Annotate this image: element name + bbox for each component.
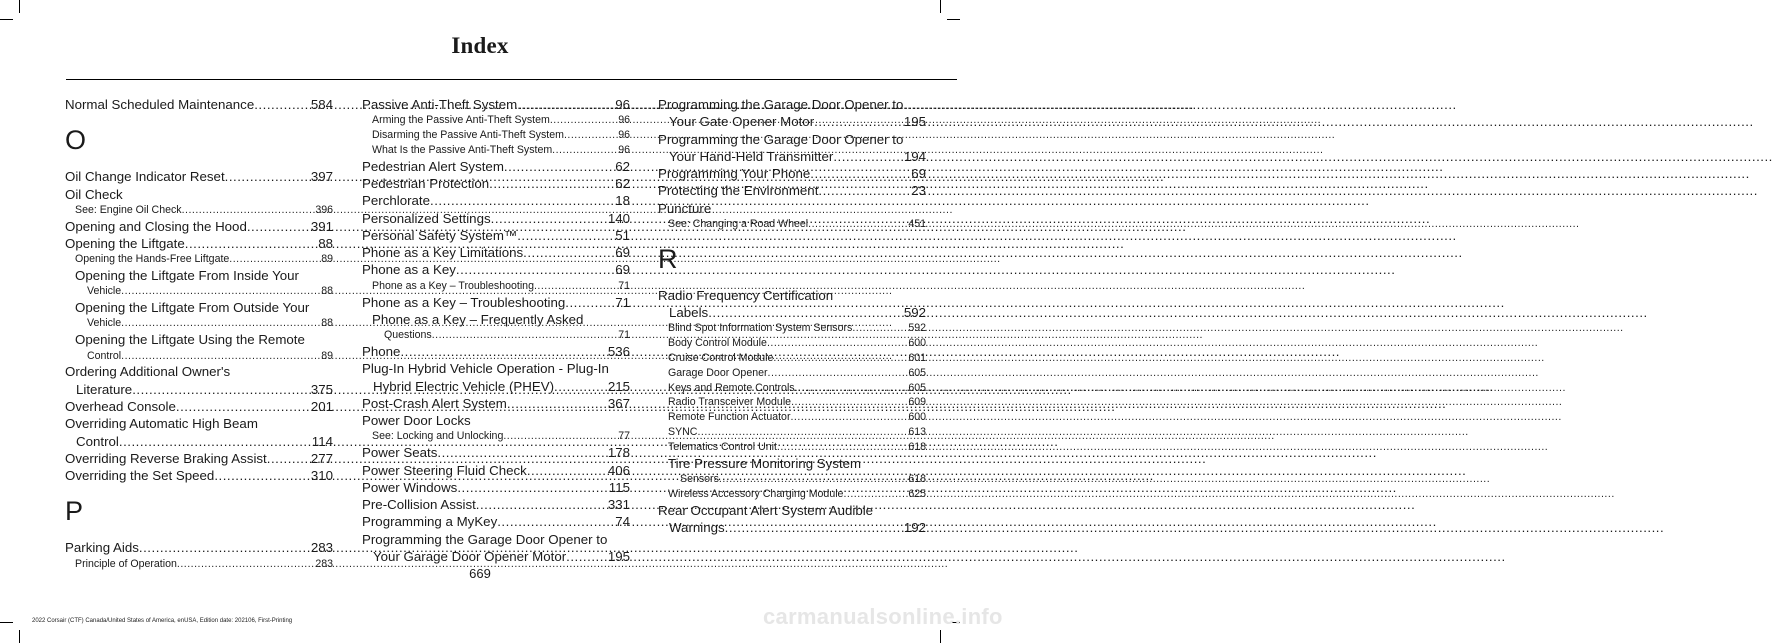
dot-leader [489, 175, 615, 192]
index-entry [362, 462, 630, 479]
entry-page-number: 331 [607, 497, 630, 513]
entry-text: Body Control Module [668, 337, 767, 350]
index-entry [65, 168, 333, 185]
entry-page-number: 592 [903, 305, 926, 321]
entry-page-number: 115 [608, 479, 630, 495]
dot-leader [121, 284, 321, 299]
index-heading: Programming the Garage Door Opener to [658, 97, 904, 112]
entry-page-number: 195 [903, 114, 926, 130]
entry-text: Phone as a Key – Troubleshooting [372, 279, 534, 292]
dot-leader [247, 218, 311, 235]
entry-text: Blind Spot Information System Sensors [668, 322, 853, 335]
index-heading: Opening the Liftgate From Outside Your [75, 300, 310, 316]
dot-leader [254, 96, 311, 113]
dot-leader [767, 336, 908, 351]
entry-page-number: 613 [908, 426, 926, 439]
entry-page-number: 625 [908, 487, 926, 500]
dot-leader [565, 294, 615, 311]
entry-text: Power Steering Fluid Check [362, 462, 527, 478]
dot-leader [229, 252, 321, 267]
entry-page-number: 451 [908, 218, 926, 231]
dot-leader [814, 113, 904, 130]
entry-page-number: 396 [315, 203, 333, 216]
entry-text: Phone as a Key – Troubleshooting [362, 294, 566, 310]
entry-page-number: 600 [908, 337, 926, 350]
entry-text: Hybrid Electric Vehicle (PHEV) [373, 378, 555, 394]
index-entry [362, 192, 630, 209]
dot-leader [132, 381, 311, 398]
crop-mark [947, 19, 960, 20]
index-entry [362, 261, 630, 278]
dot-leader [503, 429, 618, 444]
dot-leader [121, 316, 321, 331]
entry-page-number: 194 [903, 148, 926, 164]
dot-leader [121, 349, 321, 364]
index-entry [658, 182, 926, 199]
index-subentry [362, 143, 630, 158]
index-entry [362, 96, 630, 113]
entry-page-number: 367 [607, 395, 630, 411]
dot-leader [791, 395, 908, 410]
dot-leader [432, 328, 619, 343]
dot-leader [552, 143, 618, 158]
entry-text: Warnings [669, 519, 725, 535]
index-entry [362, 175, 630, 192]
entry-page-number: 88 [318, 235, 333, 251]
index-subentry [362, 113, 630, 128]
index-heading: Tire Pressure Monitoring System [668, 455, 862, 471]
entry-text: Arming the Passive Anti-Theft System [372, 114, 550, 127]
entry-text: Garage Door Opener [668, 366, 768, 379]
index-entry [65, 96, 333, 113]
entry-text: Phone [362, 343, 401, 359]
edition-info: 2022 Corsair (CTF) Canada/United States of America, enUSA, Edition date: 202106, First-Printing [32, 618, 293, 624]
index-entry [65, 381, 333, 398]
entry-page-number: 96 [618, 143, 630, 156]
index-heading: Oil Check [65, 186, 123, 202]
entry-text: Personal Safety System™ [362, 227, 518, 243]
index-entry [362, 244, 630, 261]
index-entry [65, 433, 333, 450]
entry-page-number: 18 [615, 193, 630, 209]
crop-mark [19, 0, 20, 13]
dot-leader [725, 519, 904, 536]
entry-page-number: 601 [908, 352, 926, 365]
entry-text: Opening the Liftgate [65, 235, 185, 251]
dot-leader [523, 244, 615, 261]
dot-leader [185, 235, 318, 252]
index-subentry [362, 328, 630, 343]
entry-text: Control [87, 349, 122, 362]
entry-page-number: 605 [908, 366, 926, 379]
index-heading: Programming the Garage Door Opener to [362, 531, 608, 547]
entry-page-number: 69 [615, 262, 630, 278]
entry-text: Vehicle [87, 317, 122, 330]
index-heading: Opening the Liftgate Using the Remote [75, 332, 305, 348]
entry-text: Phone as a Key [362, 262, 456, 278]
dot-leader [777, 440, 908, 455]
dot-leader [795, 381, 909, 396]
crop-mark [0, 19, 13, 20]
entry-page-number: 600 [908, 411, 926, 424]
entry-text: Pre-Collision Assist [362, 497, 476, 513]
entry-page-number: 96 [618, 114, 630, 127]
dot-leader [534, 279, 618, 294]
entry-page-number: 592 [908, 322, 926, 335]
dot-leader [517, 227, 615, 244]
index-entry [362, 496, 630, 513]
entry-text: Opening the Hands-Free Liftgate [75, 253, 230, 266]
section-letter: P [65, 496, 84, 527]
dot-leader [476, 496, 608, 513]
dot-leader [719, 472, 908, 487]
entry-text: Principle of Operation [75, 557, 177, 570]
dot-leader [566, 548, 608, 565]
entry-text: Remote Function Actuator [668, 411, 791, 424]
index-entry [65, 218, 333, 235]
index-heading: Rear Occupant Alert System Audible [658, 502, 874, 518]
dot-leader [430, 192, 615, 209]
index-heading: Overriding Automatic High Beam [65, 416, 258, 432]
entry-page-number: 605 [908, 381, 926, 394]
index-subentry [658, 321, 926, 336]
entry-text: Oil Change Indicator Reset [65, 169, 225, 185]
index-heading: Opening the Liftgate From Inside Your [75, 268, 299, 284]
dot-leader [504, 158, 615, 175]
entry-page-number: 71 [618, 279, 630, 292]
entry-text: Parking Aids [65, 540, 139, 556]
entry-text: Passive Anti-Theft System [362, 97, 518, 112]
dot-leader [773, 351, 908, 366]
crop-mark [940, 0, 941, 13]
index-subentry [65, 316, 333, 331]
entry-page-number: 51 [615, 227, 630, 243]
index-entry [362, 294, 630, 311]
entry-page-number: 536 [607, 343, 630, 359]
index-subentry [65, 252, 333, 267]
entry-page-number: 96 [618, 129, 630, 142]
dot-leader [852, 321, 908, 336]
entry-page-number: 89 [321, 349, 333, 362]
entry-page-number: 23 [911, 183, 926, 199]
dot-leader [497, 513, 615, 530]
entry-page-number: 609 [908, 396, 926, 409]
entry-page-number: 391 [310, 218, 333, 234]
entry-text: Personalized Settings [362, 210, 491, 226]
dot-leader [507, 395, 608, 412]
entry-text: Control [76, 433, 119, 449]
entry-text: Phone as a Key Limitations [362, 245, 524, 261]
index-subentry [658, 472, 926, 487]
entry-text: See: Changing a Road Wheel [668, 218, 809, 231]
entry-text: Pedestrian Protection [362, 175, 490, 191]
index-entry [658, 519, 926, 536]
index-entry [362, 227, 630, 244]
entry-text: Your Gate Opener Motor [669, 114, 815, 130]
dot-leader [517, 96, 615, 113]
entry-text: Labels [669, 305, 709, 321]
index-column-2 [362, 96, 630, 565]
entry-page-number: 71 [618, 329, 630, 342]
entry-page-number: 96 [615, 97, 630, 112]
entry-page-number: 618 [908, 472, 926, 485]
crop-mark [19, 630, 20, 643]
entry-page-number: 140 [607, 210, 630, 226]
index-entry [658, 148, 926, 165]
entry-page-number: 310 [310, 468, 333, 484]
index-subentry [65, 349, 333, 364]
entry-text: Power Seats [362, 445, 438, 461]
index-entry [362, 343, 630, 360]
dot-leader [550, 113, 618, 128]
entry-text: Wireless Accessory Charging Module [668, 487, 844, 500]
index-subentry [658, 217, 926, 232]
section-letter: R [658, 243, 678, 274]
entry-text: What Is the Passive Anti-Theft System [372, 143, 553, 156]
entry-page-number: 283 [310, 540, 333, 556]
entry-text: Power Windows [362, 479, 458, 495]
header-rule [66, 79, 957, 80]
crop-mark [940, 630, 941, 643]
index-entry [362, 210, 630, 227]
index-subentry [362, 429, 630, 444]
index-entry [658, 113, 926, 130]
index-entry [362, 479, 630, 496]
entry-text: Literature [76, 381, 133, 397]
dot-leader [768, 366, 909, 381]
index-heading: Power Door Locks [362, 413, 471, 429]
section-letter: O [65, 125, 87, 156]
index-heading: Plug-In Hybrid Vehicle Operation - Plug-In [362, 361, 609, 377]
index-heading: Programming the Garage Door Opener to [658, 131, 904, 147]
entry-page-number: 397 [310, 169, 333, 185]
dot-leader [176, 398, 311, 415]
index-subentry [658, 410, 926, 425]
entry-page-number: 74 [615, 514, 630, 530]
page-title: Index [451, 33, 509, 58]
entry-page-number: 88 [321, 285, 333, 298]
entry-page-number: 89 [321, 253, 333, 266]
entry-text: Normal Scheduled Maintenance [65, 97, 255, 112]
dot-leader [182, 203, 316, 218]
dot-leader [214, 467, 311, 484]
entry-text: Overriding Reverse Braking Assist [65, 450, 267, 466]
index-subentry [658, 366, 926, 381]
entry-text: Pedestrian Alert System [362, 158, 504, 174]
entry-text: Keys and Remote Controls [668, 381, 795, 394]
entry-page-number: 195 [607, 549, 630, 565]
index-entry [362, 395, 630, 412]
entry-page-number: 618 [908, 440, 926, 453]
dot-leader [790, 410, 908, 425]
dot-leader [810, 165, 911, 182]
entry-page-number: 62 [615, 175, 630, 191]
dot-leader [119, 433, 312, 450]
entry-text: See: Locking and Unlocking [372, 430, 504, 443]
index-subentry [65, 203, 333, 218]
entry-page-number: 277 [310, 450, 333, 466]
entry-text: Overriding the Set Speed [65, 468, 215, 484]
index-column-1 [65, 96, 333, 572]
index-heading: Puncture [658, 200, 712, 216]
entry-text: Telematics Control Unit [668, 440, 777, 453]
entry-page-number: 71 [615, 294, 630, 310]
dot-leader [456, 261, 615, 278]
dot-leader [457, 479, 608, 496]
index-subentry [658, 351, 926, 366]
entry-page-number: 584 [310, 97, 333, 112]
entry-text: Your Garage Door Opener Motor [373, 549, 567, 565]
page-number: 669 [469, 566, 491, 581]
index-entry [362, 444, 630, 461]
dot-leader [400, 343, 607, 360]
index-subentry [362, 279, 630, 294]
index-subentry [65, 284, 333, 299]
index-subentry [658, 487, 926, 502]
entry-page-number: 69 [615, 245, 630, 261]
index-entry [65, 467, 333, 484]
entry-text: Sensors [680, 472, 719, 485]
index-heading: Ordering Additional Owner's [65, 364, 231, 380]
entry-text: Cruise Control Module [668, 352, 774, 365]
index-subentry [658, 425, 926, 440]
index-heading: Radio Frequency Certification [658, 287, 834, 303]
entry-page-number: 114 [311, 433, 333, 449]
entry-text: Opening and Closing the Hood [65, 218, 247, 234]
entry-page-number: 375 [310, 381, 333, 397]
entry-page-number: 192 [903, 519, 926, 535]
index-entry [658, 304, 926, 321]
index-entry [362, 513, 630, 530]
entry-text: Post-Crash Alert System [362, 395, 507, 411]
crop-mark [0, 622, 13, 623]
dot-leader [554, 378, 608, 395]
index-heading: Phone as a Key – Frequently Asked [372, 311, 584, 327]
dot-leader [491, 210, 608, 227]
entry-page-number: 69 [911, 166, 926, 182]
index-entry [658, 165, 926, 182]
entry-page-number: 77 [618, 430, 630, 443]
index-subentry [658, 381, 926, 396]
dot-leader [697, 425, 908, 440]
entry-text: Protecting the Environment [658, 183, 819, 199]
entry-page-number: 215 [607, 378, 630, 394]
entry-text: Questions [384, 329, 432, 342]
index-entry [65, 235, 333, 252]
dot-leader [808, 217, 908, 232]
dot-leader [527, 462, 608, 479]
index-subentry [658, 440, 926, 455]
entry-text: Disarming the Passive Anti-Theft System [372, 129, 564, 142]
entry-text: Radio Transceiver Module [668, 396, 792, 409]
entry-text: See: Engine Oil Check [75, 203, 182, 216]
index-subentry [658, 395, 926, 410]
entry-text: Your Hand-Held Transmitter [669, 148, 834, 164]
dot-leader [708, 304, 904, 321]
entry-text: Perchlorate [362, 193, 430, 209]
entry-text: Overhead Console [65, 398, 176, 414]
dot-leader [833, 148, 903, 165]
index-entry [362, 378, 630, 395]
dot-leader [267, 450, 311, 467]
dot-leader [139, 539, 311, 556]
watermark-text: carmanualsonline.info [763, 604, 1003, 629]
entry-page-number: 88 [321, 317, 333, 330]
entry-text: Programming Your Phone [658, 166, 811, 182]
entry-text: Programming a MyKey [362, 514, 498, 530]
entry-page-number: 406 [607, 462, 630, 478]
index-entry [362, 158, 630, 175]
dot-leader [564, 128, 618, 143]
index-entry [65, 539, 333, 556]
index-entry [65, 450, 333, 467]
index-subentry [658, 336, 926, 351]
index-entry [362, 548, 630, 565]
entry-page-number: 283 [315, 557, 333, 570]
dot-leader [437, 444, 607, 461]
entry-text: Vehicle [87, 285, 122, 298]
dot-leader [225, 168, 311, 185]
index-column-3 [658, 96, 926, 536]
entry-page-number: 201 [310, 398, 333, 414]
entry-page-number: 62 [615, 158, 630, 174]
index-subentry [362, 128, 630, 143]
index-entry [65, 398, 333, 415]
entry-text: SYNC [668, 426, 698, 439]
dot-leader [818, 182, 911, 199]
dot-leader [843, 487, 908, 502]
entry-page-number: 178 [607, 445, 630, 461]
